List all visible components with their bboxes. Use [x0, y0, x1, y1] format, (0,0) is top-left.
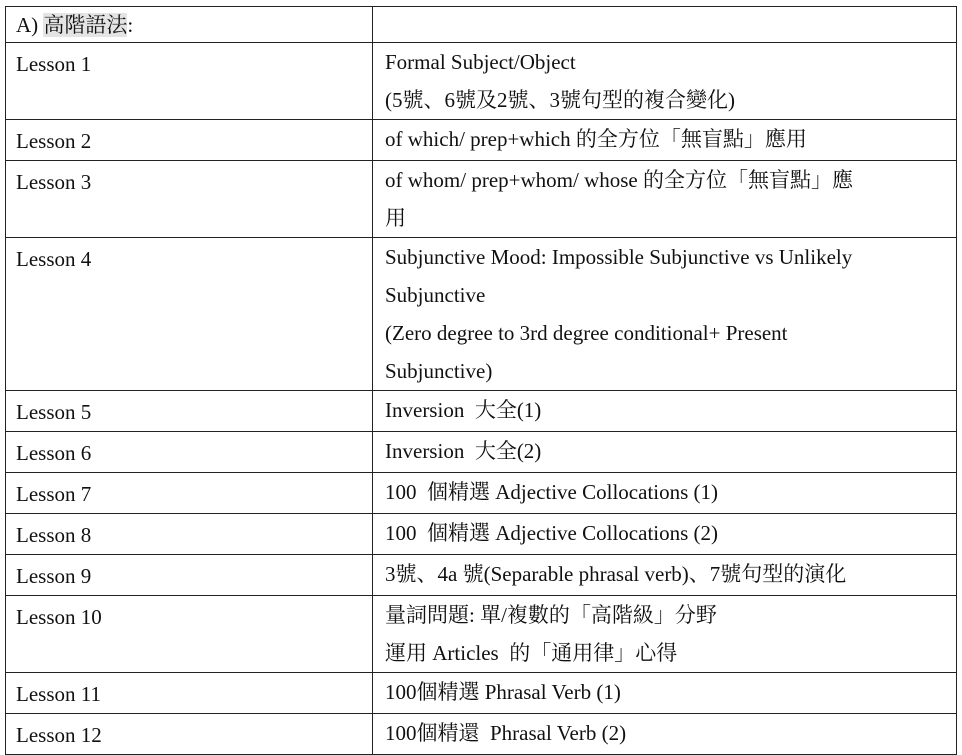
lesson-topic [373, 432, 957, 473]
topic-line: (5號、6號及2號、3號句型的複合變化) [385, 88, 735, 112]
topic-line: 100 個精選 Adjective Collocations (2) [385, 521, 719, 545]
section-suffix: : [127, 13, 134, 37]
lesson-label: Lesson 1 [6, 43, 373, 120]
topic-line: Subjunctive [385, 283, 486, 307]
lesson-topic [373, 673, 957, 714]
lesson-topic [373, 391, 957, 432]
topic-line: Subjunctive Mood: Impossible Subjunctive vs Unlikely [385, 245, 853, 269]
lesson-topic [373, 714, 957, 755]
table-row [6, 473, 957, 514]
topic-line: 100個精選 Phrasal Verb (1) [385, 680, 621, 704]
topic-line: (Zero degree to 3rd degree conditional+ Present [385, 321, 788, 345]
lesson-label: Lesson 11 [6, 673, 373, 714]
topic-line: 用 [385, 206, 406, 230]
topic-line: of whom/ prep+whom/ whose 的全方位「無盲點」應 [385, 168, 853, 192]
topic-line: Formal Subject/Object [385, 50, 576, 74]
table-row [6, 673, 957, 714]
lesson-label: Lesson 3 [6, 161, 373, 238]
header-empty-cell [373, 7, 957, 43]
lesson-label: Lesson 6 [6, 432, 373, 473]
topic-line: of which/ prep+which 的全方位「無盲點」應用 [385, 127, 807, 151]
lesson-topic [373, 596, 957, 673]
lesson-label: Lesson 10 [6, 596, 373, 673]
table-row [6, 596, 957, 673]
table-row [6, 432, 957, 473]
lesson-label: Lesson 5 [6, 391, 373, 432]
header-row [6, 7, 957, 43]
lesson-topic [373, 120, 957, 161]
topic-line: 100個精還 Phrasal Verb (2) [385, 721, 627, 745]
table-row [6, 514, 957, 555]
table-row [6, 238, 957, 391]
topic-line: 3號、4a 號(Separable phrasal verb)、7號句型的演化 [385, 562, 847, 586]
lesson-label: Lesson 7 [6, 473, 373, 514]
lesson-label: Lesson 4 [6, 238, 373, 391]
topic-line: 100 個精選 Adjective Collocations (1) [385, 480, 719, 504]
section-prefix: A) [16, 13, 44, 37]
section-title: 高階語法 [43, 13, 128, 37]
section-header-cell [6, 7, 373, 43]
topic-line: Inversion 大全(2) [385, 439, 542, 463]
table-row [6, 120, 957, 161]
lesson-label: Lesson 12 [6, 714, 373, 755]
lesson-topic [373, 473, 957, 514]
lesson-topic [373, 43, 957, 120]
topic-line: Inversion 大全(1) [385, 398, 542, 422]
lesson-topic [373, 238, 957, 391]
topic-line: 運用 Articles 的「通用律」心得 [385, 641, 678, 665]
table-row [6, 43, 957, 120]
table-row [6, 555, 957, 596]
lesson-label: Lesson 9 [6, 555, 373, 596]
table-row [6, 714, 957, 755]
table-row [6, 391, 957, 432]
topic-line: Subjunctive) [385, 359, 493, 383]
lesson-topic [373, 514, 957, 555]
table-row [6, 161, 957, 238]
lesson-topic [373, 161, 957, 238]
lesson-label: Lesson 2 [6, 120, 373, 161]
lesson-label: Lesson 8 [6, 514, 373, 555]
topic-line: 量詞問題: 單/複數的「高階級」分野 [385, 603, 717, 627]
lesson-table [5, 6, 957, 755]
lesson-topic [373, 555, 957, 596]
